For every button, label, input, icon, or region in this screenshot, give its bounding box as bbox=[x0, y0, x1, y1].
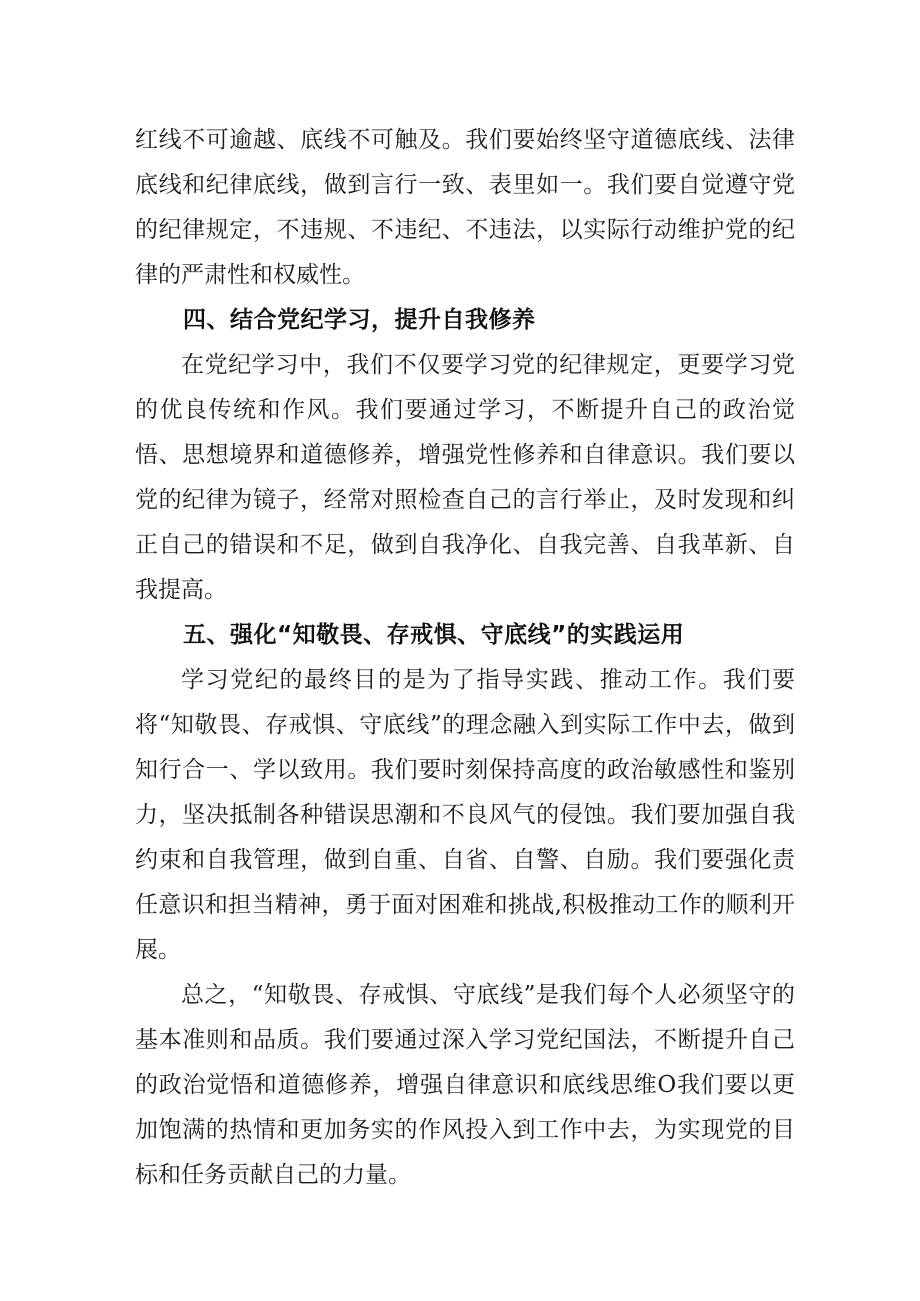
document-body bbox=[135, 118, 795, 1198]
paragraph-redline: 红线不可逾越、底线不可触及。我们要始终坚守道德底线、法律底线和纪律底线，做到言行一致、表里如一。我们要自觉遵守党的纪律规定，不违规、不违纪、不违法，以实际行动维护党的纪律的严肃性和权威性。 bbox=[135, 127, 795, 288]
section-heading-5: 五、强化“知敬畏、存戒惧、守底线”的实践运用 bbox=[183, 622, 685, 648]
paragraph-party-discipline-study: 在党纪学习中，我们不仅要学习党的纪律规定，更要学习党的优良传统和作风。我们要通过学习，不断提升自己的政治觉悟、思想境界和道德修养，增强党性修养和自律意识。我们要以党的纪律为镜子，经常对照检查自己的言行举止，及时发现和纠正自己的错误和不足，做到自我净化、自我完善、自我革新、自我提高。 bbox=[135, 352, 795, 603]
paragraph-practice-application: 学习党纪的最终目的是为了指导实践、推动工作。我们要将“知敬畏、存戒惧、守底线”的理念融入到实际工作中去，做到知行合一、学以致用。我们要时刻保持高度的政治敏感性和鉴别力，坚决抵制各种错误思潮和不良风气的侵蚀。我们要加强自我约束和自我管理，做到自重、自省、自警、自励。我们要强化责任意识和担当精神，勇于面对困难和挑战,积极推动工作的顺利开展。 bbox=[135, 667, 795, 963]
paragraph-conclusion: 总之，“知敬畏、存戒惧、守底线”是我们每个人必须坚守的基本准则和品质。我们要通过深入学习党纪国法，不断提升自己的政治觉悟和道德修养，增强自律意识和底线思维O我们要以更加饱满的热情和更加务实的作风投入到工作中去，为实现党的目标和任务贡献自己的力量。 bbox=[135, 982, 795, 1188]
section-heading-4: 四、结合党纪学习，提升自我修养 bbox=[183, 307, 536, 333]
